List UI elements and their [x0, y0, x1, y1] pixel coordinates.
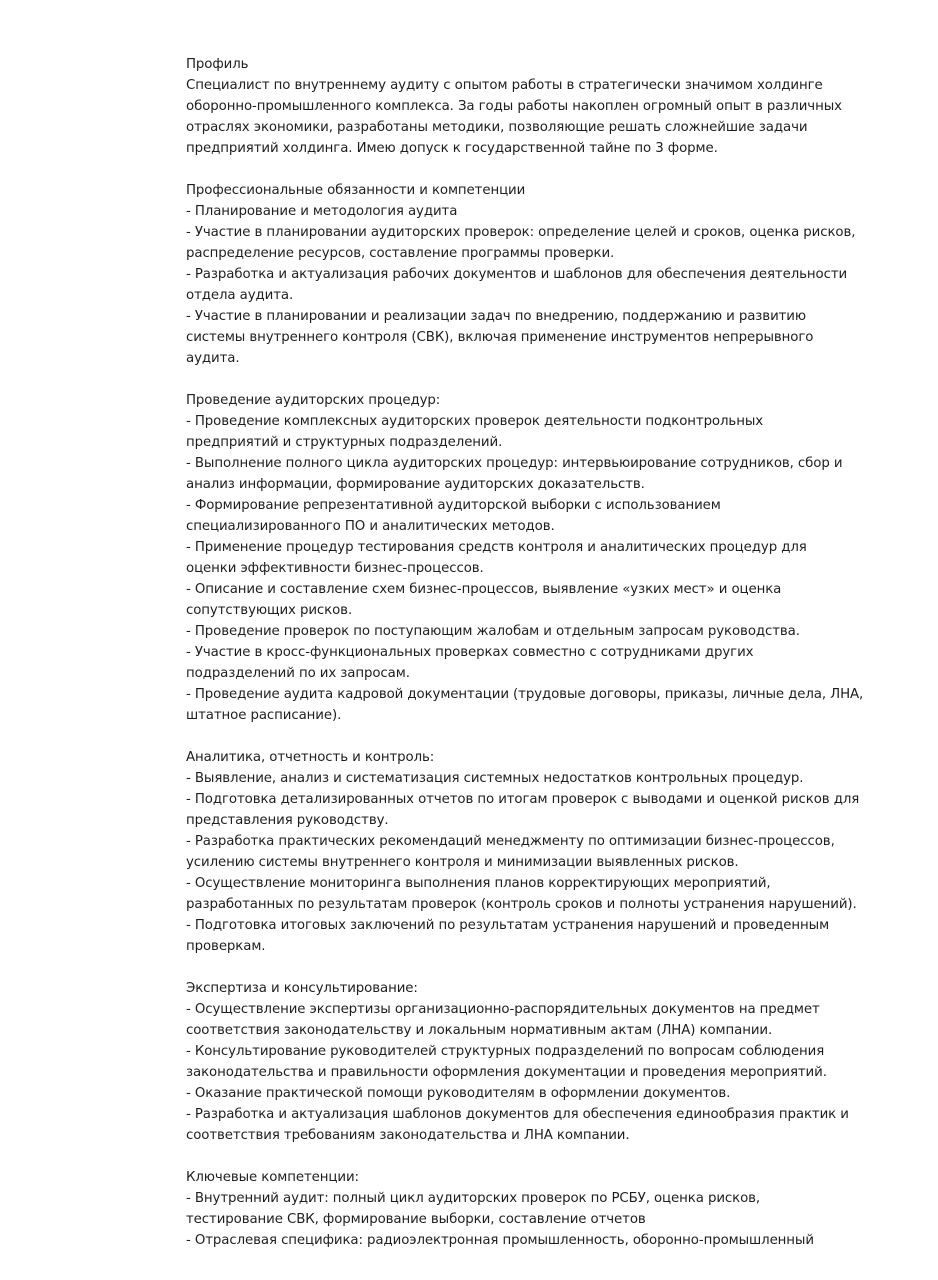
text-line: - Выявление, анализ и систематизация системных недостатков контрольных процедур.	[186, 771, 804, 786]
text-line: подразделений по их запросам.	[186, 666, 410, 681]
text-line: - Внутренний аудит: полный цикл аудиторских проверок по РСБУ, оценка рисков,	[186, 1191, 761, 1206]
text-line: проверкам.	[186, 939, 266, 954]
text-line: аудита.	[186, 351, 240, 366]
text-line: - Осуществление мониторинга выполнения планов корректирующих мероприятий,	[186, 876, 771, 891]
text-line: - Участие в кросс-функциональных проверках совместно с сотрудниками других	[186, 645, 754, 660]
text-line: - Отраслевая специфика: радиоэлектронная промышленность, оборонно-промышленный	[186, 1233, 814, 1248]
text-line: штатное расписание).	[186, 708, 342, 723]
section-audit-procedures	[186, 390, 892, 726]
text-line: - Участие в планировании и реализации задач по внедрению, поддержанию и развитию	[186, 309, 807, 324]
paragraph-spacer	[186, 726, 892, 747]
text-line: отдела аудита.	[186, 288, 294, 303]
text-line: специализированного ПО и аналитических методов.	[186, 519, 555, 534]
section-heading: Экспертиза и консультирование:	[186, 981, 418, 996]
text-line: - Проведение проверок по поступающим жалобам и отдельным запросам руководства.	[186, 624, 800, 639]
text-line: соответствия законодательству и локальным нормативным актам (ЛНА) компании.	[186, 1023, 773, 1038]
paragraph-spacer	[186, 957, 892, 978]
section-heading: Аналитика, отчетность и контроль:	[186, 750, 435, 765]
resume-document	[186, 54, 892, 1251]
text-line: - Проведение комплексных аудиторских проверок деятельности подконтрольных	[186, 414, 764, 429]
text-line: разработанных по результатам проверок (контроль сроков и полноты устранения нарушений).	[186, 897, 857, 912]
text-line: - Оказание практической помощи руководителям в оформлении документов.	[186, 1086, 731, 1101]
text-line: анализ информации, формирование аудиторских доказательств.	[186, 477, 645, 492]
text-line: соответствия требованиям законодательства и ЛНА компании.	[186, 1128, 630, 1143]
text-line: - Разработка практических рекомендаций менеджменту по оптимизации бизнес-процессов,	[186, 834, 835, 849]
text-line: - Подготовка детализированных отчетов по итогам проверок с выводами и оценкой рисков для	[186, 792, 860, 807]
section-heading: Ключевые компетенции:	[186, 1170, 359, 1185]
paragraph-spacer	[186, 1146, 892, 1167]
text-line: - Участие в планировании аудиторских проверок: определение целей и сроков, оценка рисков,	[186, 225, 856, 240]
text-line: тестирование СВК, формирование выборки, составление отчетов	[186, 1212, 646, 1227]
text-line: - Разработка и актуализация рабочих документов и шаблонов для обеспечения деятельности	[186, 267, 848, 282]
text-line: - Консультирование руководителей структурных подразделений по вопросам соблюдения	[186, 1044, 825, 1059]
text-line: отраслях экономики, разработаны методики, позволяющие решать сложнейшие задачи	[186, 120, 808, 135]
section-duties	[186, 180, 892, 369]
text-line: распределение ресурсов, составление программы проверки.	[186, 246, 615, 261]
text-line: законодательства и правильности оформления документации и проведения мероприятий.	[186, 1065, 827, 1080]
text-line: - Осуществление экспертизы организационно-распорядительных документов на предмет	[186, 1002, 820, 1017]
text-line: - Описание и составление схем бизнес-процессов, выявление «узких мест» и оценка	[186, 582, 782, 597]
text-line: - Планирование и методология аудита	[186, 204, 458, 219]
text-line: оборонно-промышленного комплекса. За годы работы накоплен огромный опыт в различных	[186, 99, 842, 114]
paragraph-spacer	[186, 369, 892, 390]
section-profile	[186, 54, 892, 159]
section-heading: Проведение аудиторских процедур:	[186, 393, 441, 408]
paragraph-spacer	[186, 159, 892, 180]
text-line: предприятий и структурных подразделений.	[186, 435, 503, 450]
text-line: - Проведение аудита кадровой документации (трудовые договоры, приказы, личные дела, ЛНА,	[186, 687, 864, 702]
text-line: оценки эффективности бизнес-процессов.	[186, 561, 484, 576]
text-line: предприятий холдинга. Имею допуск к государственной тайне по 3 форме.	[186, 141, 718, 156]
text-line: - Разработка и актуализация шаблонов документов для обеспечения единообразия практик и	[186, 1107, 849, 1122]
text-line: - Выполнение полного цикла аудиторских процедур: интервьюирование сотрудников, сбор и	[186, 456, 843, 471]
section-heading: Профессиональные обязанности и компетенции	[186, 183, 526, 198]
text-line: - Применение процедур тестирования средств контроля и аналитических процедур для	[186, 540, 807, 555]
text-line: - Подготовка итоговых заключений по результатам устранения нарушений и проведенным	[186, 918, 830, 933]
text-line: усилению системы внутреннего контроля и минимизации выявленных рисков.	[186, 855, 739, 870]
section-expertise	[186, 978, 892, 1146]
section-key-competencies	[186, 1167, 892, 1251]
text-line: представления руководству.	[186, 813, 389, 828]
section-analytics	[186, 747, 892, 957]
text-line: Специалист по внутреннему аудиту с опытом работы в стратегически значимом холдинге	[186, 78, 823, 93]
text-line: сопутствующих рисков.	[186, 603, 353, 618]
text-line: - Формирование репрезентативной аудиторской выборки с использованием	[186, 498, 721, 513]
section-heading: Профиль	[186, 57, 249, 72]
text-line: системы внутреннего контроля (СВК), включая применение инструментов непрерывного	[186, 330, 814, 345]
